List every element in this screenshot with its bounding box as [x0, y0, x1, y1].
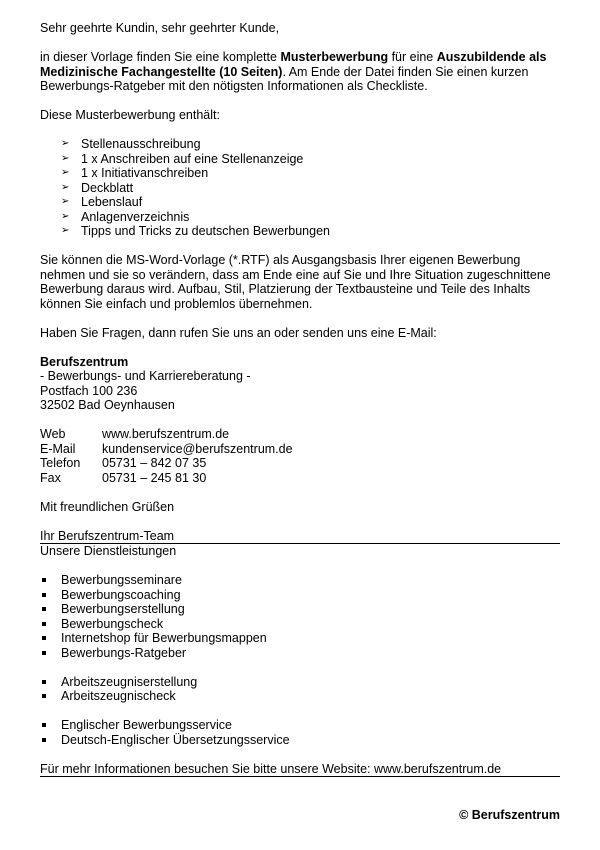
list-item: ➢ Tipps und Tricks zu deutschen Bewerbungen: [61, 224, 330, 238]
square-bullet-icon: [42, 680, 46, 684]
email-link[interactable]: kundenservice@berufszentrum.de: [102, 441, 293, 456]
intro-text-1: in dieser Vorlage finden Sie eine komplette: [40, 50, 281, 64]
list-item: Bewerbungs-Ratgeber: [40, 646, 560, 661]
contact-block: [40, 427, 560, 485]
contents-list: [40, 137, 560, 239]
services-heading: Unsere Dienstleistungen: [40, 544, 177, 558]
square-bullet-icon: [42, 723, 46, 727]
contact-label: Fax: [40, 470, 61, 485]
address-street: Postfach 100 236: [40, 383, 138, 398]
list-item: Arbeitszeugnischeck: [40, 689, 560, 704]
intro-bold-2: Auszubildende als Medizinische Fachangestellte (10 Seiten): [40, 50, 547, 79]
intro-bold-1: Musterbewerbung: [280, 50, 389, 64]
company-name: Berufszentrum: [40, 354, 129, 369]
list-item: ➢ Deckblatt: [61, 180, 134, 195]
company-subtitle: - Bewerbungs- und Karriereberatung -: [40, 369, 251, 383]
arrow-bullet-icon: ➢: [61, 167, 70, 178]
square-bullet-icon: [42, 694, 46, 698]
list-item: Arbeitszeugniserstellung: [40, 675, 560, 690]
square-bullet-icon: [42, 622, 46, 626]
arrow-bullet-icon: ➢: [61, 152, 70, 164]
list-item: Englischer Bewerbungsservice: [40, 718, 560, 733]
fax-value: 05731 – 245 81 30: [102, 470, 207, 485]
website-link[interactable]: www.berufszentrum.de: [102, 427, 230, 441]
square-bullet-icon: [42, 593, 46, 597]
arrow-bullet-icon: ➢: [61, 181, 70, 193]
contains-heading: Diese Musterbewerbung enthält:: [40, 108, 220, 122]
list-item: ➢ 1 x Anschreiben auf eine Stellenanzeige: [61, 151, 304, 166]
contact-label: E-Mail: [40, 441, 76, 456]
arrow-bullet-icon: ➢: [61, 210, 70, 222]
list-item: Internetshop für Bewerbungsmappen: [40, 631, 560, 646]
divider: [40, 776, 560, 777]
address-block: [40, 355, 560, 413]
services-list-2: [40, 675, 560, 704]
list-item: ➢ Stellenausschreibung: [61, 137, 201, 151]
greeting: Sehr geehrte Kundin, sehr geehrter Kunde,: [40, 21, 280, 35]
copyright-footer: © Berufszentrum: [459, 808, 560, 822]
services-list-1: [40, 573, 560, 660]
list-item: ➢ Lebenslauf: [61, 195, 143, 209]
more-info-text: Für mehr Informationen besuchen Sie bitte unsere Website: www.berufszentrum.de: [40, 761, 502, 776]
contact-row-fax: [40, 471, 560, 486]
services-list-3: [40, 718, 560, 747]
intro-text-3: . Am Ende der Datei finden Sie einen kurzen Bewerbungs-Ratgeber mit den nötigsten Informationen als Checkliste.: [40, 64, 529, 93]
square-bullet-icon: [42, 651, 46, 655]
intro-text-2: für eine: [388, 50, 437, 64]
closing: Mit freundlichen Grüßen: [40, 499, 175, 514]
intro-paragraph: [40, 50, 560, 94]
contact-label: Web: [40, 427, 66, 441]
list-item: Bewerbungserstellung: [40, 602, 560, 617]
signature: Ihr Berufszentrum-Team: [40, 528, 175, 543]
list-item: ➢ 1 x Initiativanschreiben: [61, 166, 209, 180]
list-item: Bewerbungsseminare: [40, 573, 560, 588]
list-item: Deutsch-Englischer Übersetzungsservice: [40, 733, 560, 748]
list-item: ➢ Anlagenverzeichnis: [61, 209, 190, 224]
square-bullet-icon: [42, 738, 46, 742]
contact-row-phone: [40, 456, 560, 471]
contact-label: Telefon: [40, 456, 81, 470]
list-item: Bewerbungscoaching: [40, 588, 560, 603]
square-bullet-icon: [42, 578, 46, 582]
square-bullet-icon: [42, 607, 46, 611]
phone-value: 05731 – 842 07 35: [102, 456, 207, 470]
arrow-bullet-icon: ➢: [61, 225, 70, 236]
document-content: [40, 21, 560, 777]
address-city: 32502 Bad Oeynhausen: [40, 398, 175, 412]
contact-row-email: [40, 442, 560, 457]
contact-row-web: [40, 427, 560, 442]
questions-text: Haben Sie Fragen, dann rufen Sie uns an oder senden uns eine E-Mail:: [40, 325, 437, 340]
arrow-bullet-icon: ➢: [61, 138, 70, 149]
rtf-paragraph: Sie können die MS-Word-Vorlage (*.RTF) als Ausgangsbasis Ihrer eigenen Bewerbung nehmen und sie so verändern, dass am Ende eine auf Sie und Ihre Situation zugeschnittene Bewerbung daraus wird. Aufbau, Stil, Platzierung der Textbausteine und Teile des Inhalts können Sie einfach und problemlos übernehmen.: [40, 253, 551, 311]
arrow-bullet-icon: ➢: [61, 196, 70, 207]
square-bullet-icon: [42, 636, 46, 640]
list-item: Bewerbungscheck: [40, 617, 560, 632]
